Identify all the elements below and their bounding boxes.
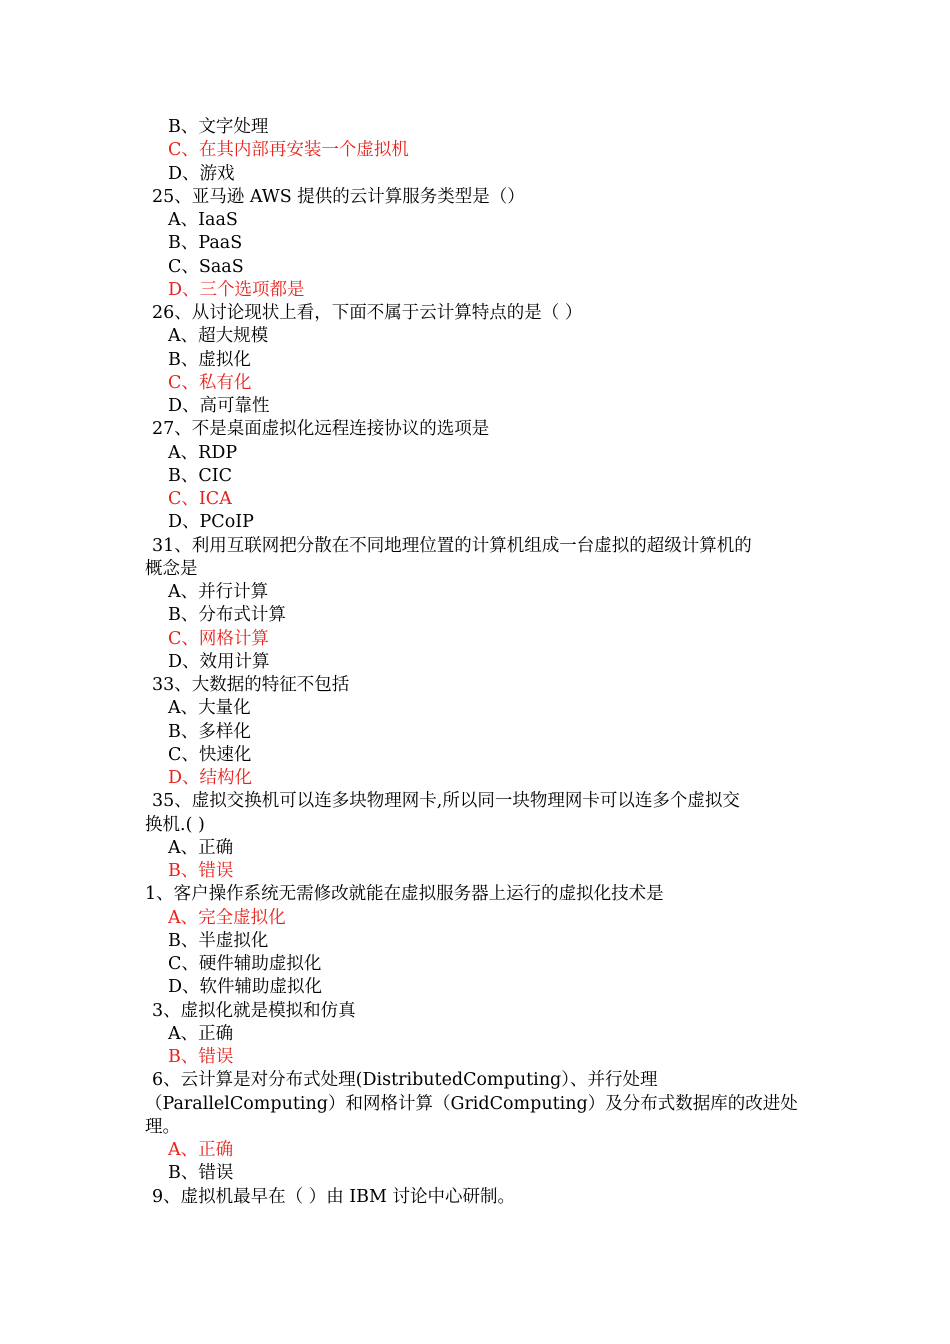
- question-text-continuation: 理。: [145, 1116, 180, 1137]
- answer-option-correct: C、私有化: [168, 372, 252, 393]
- answer-option: A、正确: [168, 837, 234, 858]
- question-text: 3、虚拟化就是模拟和仿真: [152, 1000, 356, 1021]
- question-text: 26、从讨论现状上看，下面不属于云计算特点的是（ ）: [152, 303, 583, 323]
- answer-option: A、大量化: [168, 698, 251, 719]
- answer-option: A、并行计算: [168, 582, 269, 602]
- answer-option: D、效用计算: [168, 651, 270, 672]
- answer-option: C、快速化: [168, 744, 252, 765]
- answer-option: C、硬件辅助虚拟化: [168, 954, 322, 974]
- answer-option: A、RDP: [168, 442, 238, 463]
- question-text-continuation: 概念是: [145, 558, 198, 579]
- answer-option-correct: B、错误: [168, 861, 234, 881]
- question-text: 25、亚马逊 AWS 提供的云计算服务类型是（）: [152, 186, 525, 207]
- answer-option: D、游戏: [168, 163, 235, 184]
- answer-option-correct: A、完全虚拟化: [168, 907, 286, 928]
- answer-option: B、多样化: [168, 721, 251, 742]
- answer-option-correct: C、网格计算: [168, 628, 269, 649]
- answer-option: A、超大规模: [168, 326, 269, 347]
- answer-option: D、高可靠性: [168, 396, 270, 416]
- answer-option-correct: C、在其内部再安装一个虚拟机: [168, 140, 409, 161]
- answer-option-correct: A、正确: [168, 1140, 234, 1160]
- question-text: 33、大数据的特征不包括: [152, 675, 350, 695]
- answer-option: B、CIC: [168, 465, 233, 486]
- answer-option-correct: C、ICA: [168, 489, 232, 509]
- question-text: 27、不是桌面虚拟化远程连接协议的选项是: [152, 419, 490, 440]
- answer-option: B、虚拟化: [168, 349, 251, 370]
- question-text-continuation: （ParallelComputing）和网格计算（GridComputing）及分布式数据库的改进处: [145, 1093, 798, 1114]
- answer-option-correct: D、三个选项都是: [168, 279, 305, 300]
- answer-option: B、分布式计算: [168, 605, 286, 626]
- answer-option: B、半虚拟化: [168, 930, 269, 951]
- question-text: 31、利用互联网把分散在不同地理位置的计算机组成一台虚拟的超级计算机的: [152, 535, 752, 556]
- question-text: 6、云计算是对分布式处理(DistributedComputing）、并行处理: [152, 1070, 658, 1091]
- question-text: 35、虚拟交换机可以连多块物理网卡,所以同一块物理网卡可以连多个虚拟交: [152, 791, 740, 812]
- answer-option: B、文字处理: [168, 117, 269, 137]
- answer-option: C、SaaS: [168, 256, 244, 277]
- question-text: 9、虚拟机最早在（ ）由 IBM 讨论中心研制。: [152, 1186, 516, 1207]
- answer-option: A、IaaS: [168, 210, 238, 230]
- answer-option: B、PaaS: [168, 233, 243, 254]
- question-text: 1、客户操作系统无需修改就能在虚拟服务器上运行的虚拟化技术是: [145, 884, 664, 905]
- answer-option: D、PCoIP: [168, 512, 254, 533]
- question-text-continuation: 换机.( ): [145, 814, 205, 835]
- answer-option: D、软件辅助虚拟化: [168, 977, 323, 998]
- answer-option: B、错误: [168, 1163, 234, 1184]
- answer-option: A、正确: [168, 1023, 234, 1044]
- answer-option-correct: B、错误: [168, 1047, 234, 1067]
- answer-option-correct: D、结构化: [168, 768, 253, 788]
